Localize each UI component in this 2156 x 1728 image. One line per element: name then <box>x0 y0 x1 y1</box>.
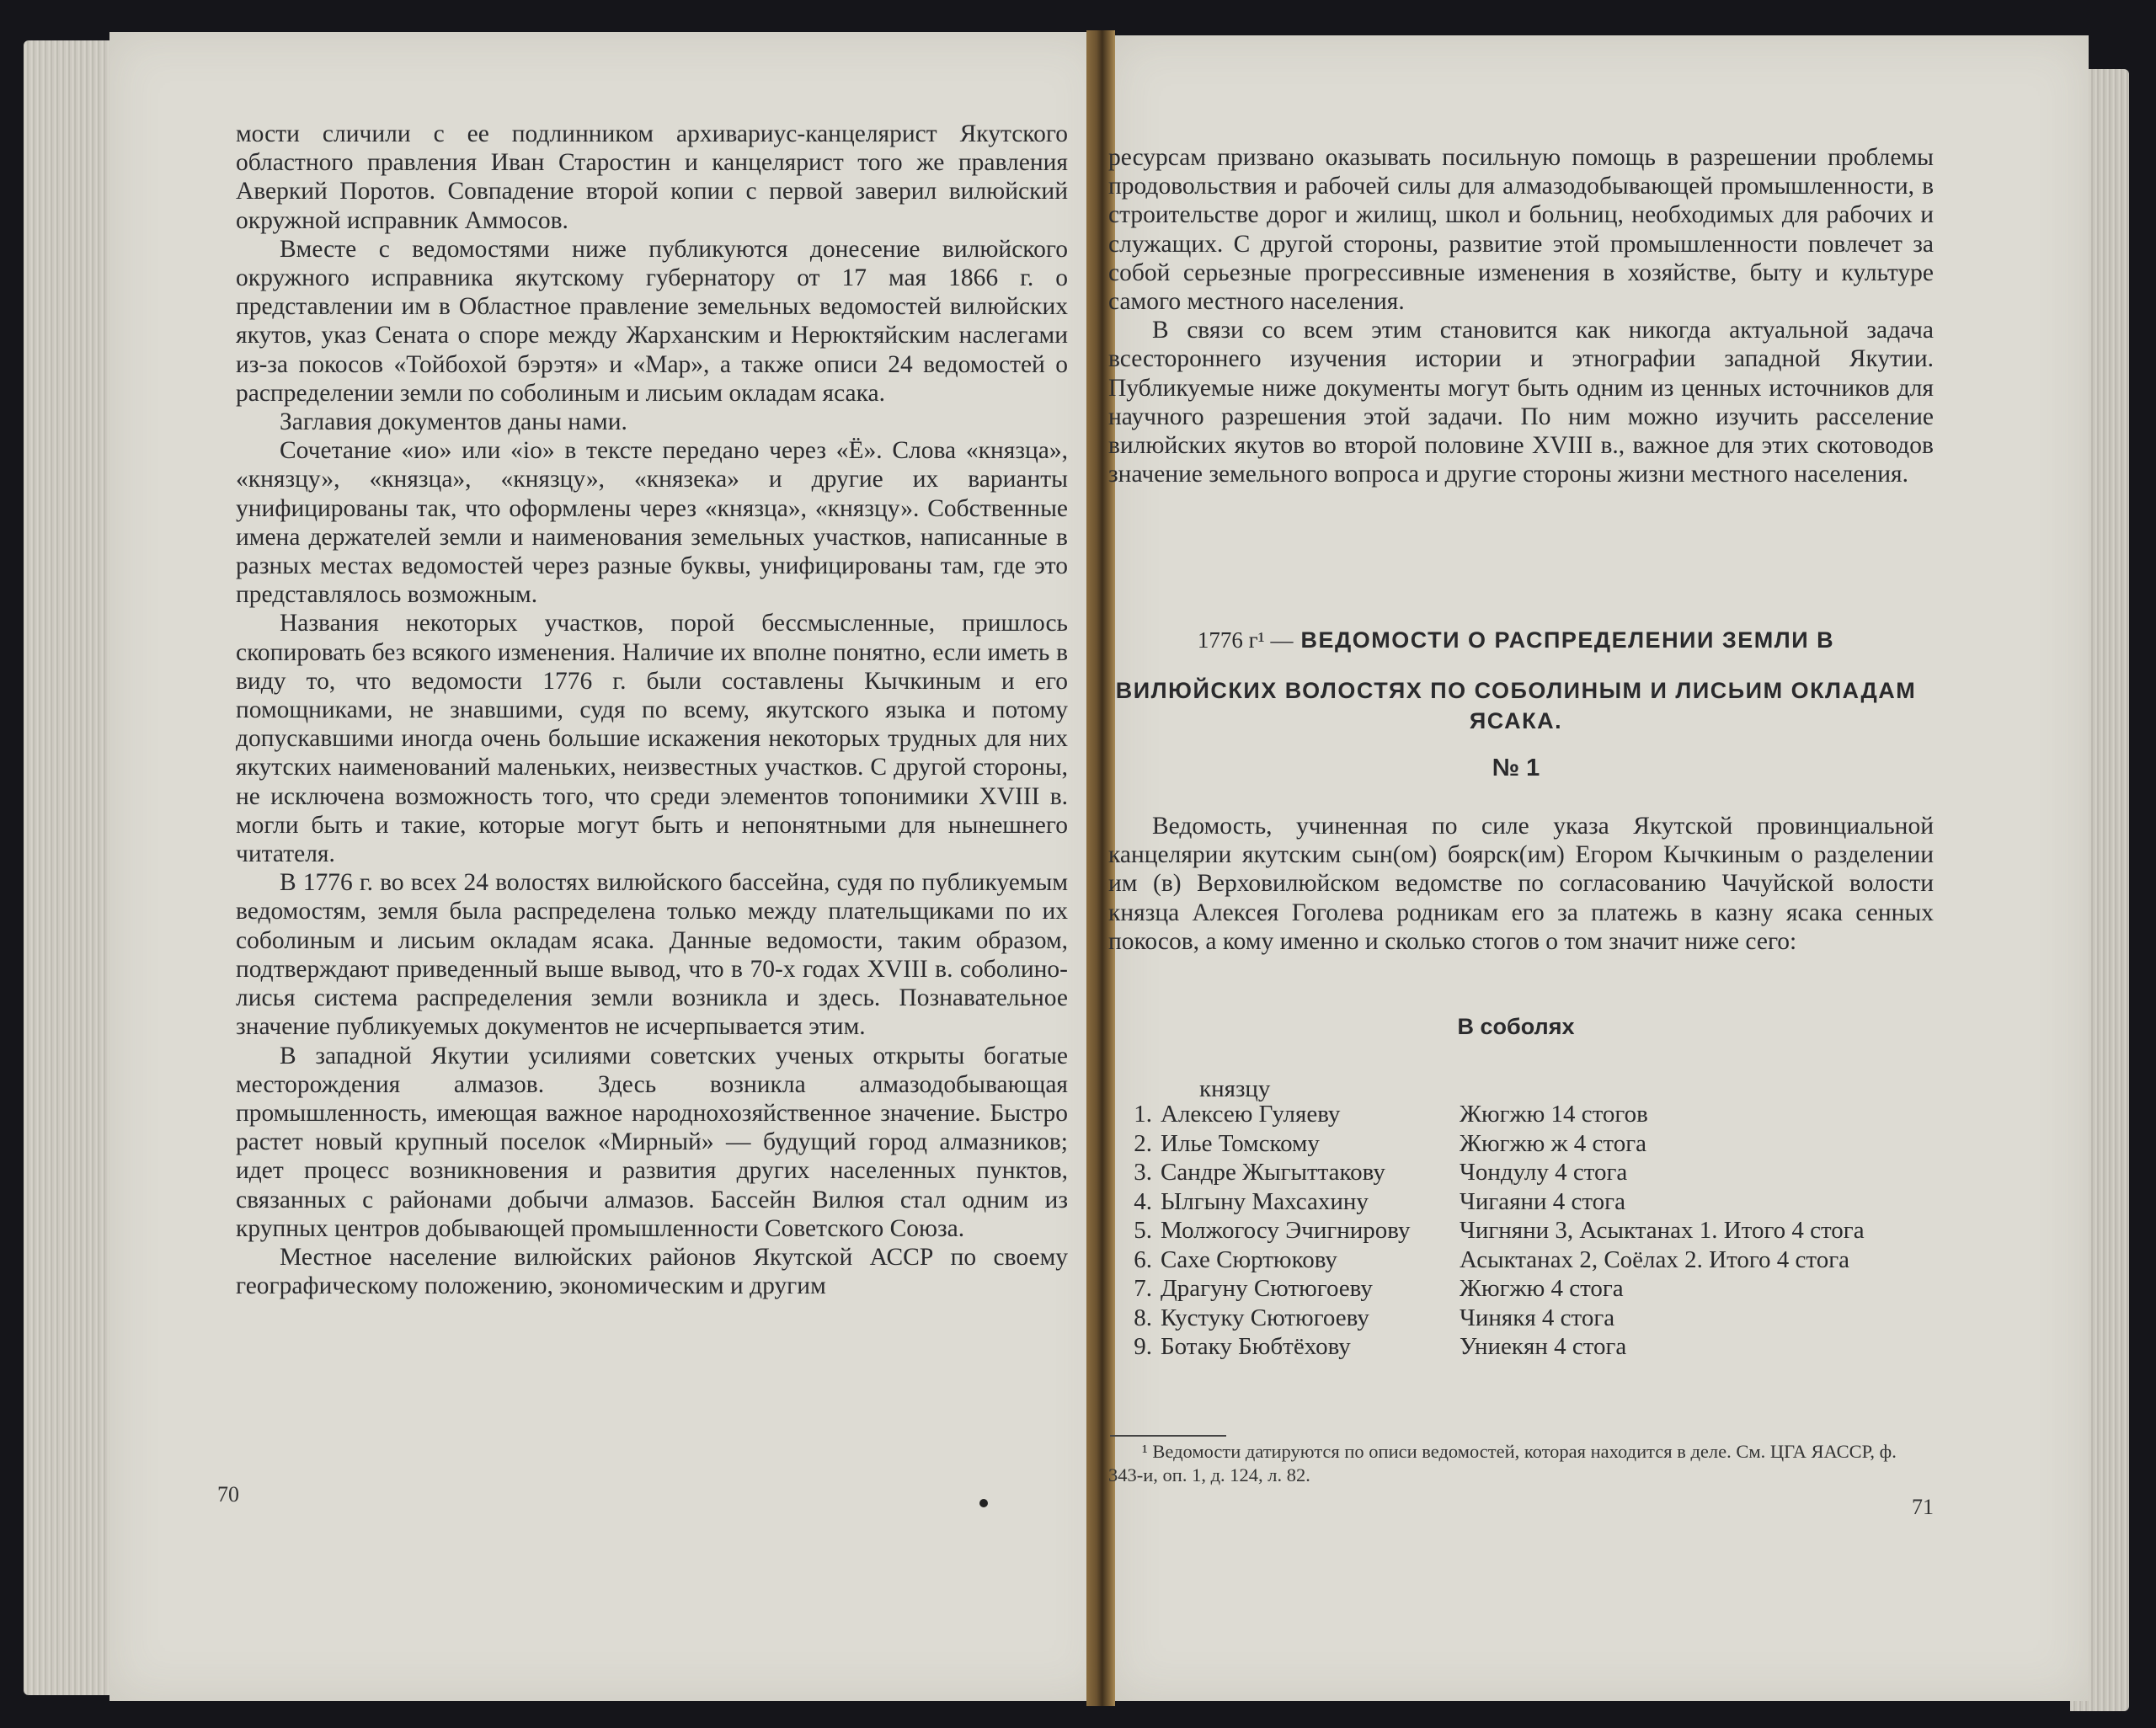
paragraph: Местное население вилюйских районов Якутской АССР по своему географическому положению, экономическим и другим <box>236 1243 1068 1300</box>
entry-number: 3. <box>1134 1159 1152 1186</box>
document-heading-line-1 <box>1112 615 1920 665</box>
paragraph: В связи со всем этим становится как никогда актуальной задача всестороннего изучения истории и этнографии западной Якутии. Публикуемые ниже документы могут быть одним из ценных источников для научного разрешения этой задачи. По ним можно изучить расселение вилюйских якутов во второй половине XVIII в., важное для этих скотоводов значение земельного вопроса и другие стороны жизни местного населения. <box>1108 317 1934 488</box>
entry-name: Сахе Сюртюкову <box>1161 1245 1337 1273</box>
heading-year: 1776 г¹ — <box>1197 627 1294 653</box>
paragraph: ресурсам призвано оказывать посильную помощь в разрешении проблемы продовольствия и рабочей силы для алмазодобывающей промышленности, в строительстве дорог и жилищ, школ и больниц, необходимых для рабочих и служащих. С другой стороны, развитие этой промышленности повлечет за собой серьезные прогрессивные изменения в хозяйстве, быту и культуре самого местного населения. <box>1108 144 1934 316</box>
entry-name: Драгуну Сютюгоеву <box>1161 1275 1373 1302</box>
entry-name: Илье Томскому <box>1161 1129 1320 1157</box>
list-item <box>1120 1158 1937 1187</box>
page-number-left: 70 <box>217 1482 239 1507</box>
page-edges-left <box>24 40 116 1695</box>
document-heading-line-3: ЯСАКА. <box>1469 708 1563 733</box>
entry-value: Жюгжю 14 стогов <box>1460 1101 1648 1128</box>
entry-number: 9. <box>1134 1333 1152 1360</box>
list-item <box>1120 1304 1937 1333</box>
list-item <box>1120 1332 1937 1362</box>
document-number: № 1 <box>1492 755 1540 781</box>
paragraph: Вместе с ведомостями ниже публикуются донесение вилюйского окружного исправника якутскому губернатору от 17 мая 1866 г. о представлении им в Областное правление земельных ведомостей вилюйских якутов, указ Сената о споре между Жарханским и Нерюктяйским наслегами из-за покосов «Тойбохой бэрэтя» и «Мар», а также описи 24 ведомостей о распределении земли по соболиным и лисьим окладам ясака. <box>236 235 1068 407</box>
entry-number: 4. <box>1134 1187 1152 1215</box>
entry-value: Чинякя 4 стога <box>1460 1304 1615 1331</box>
entry-number: 8. <box>1134 1304 1152 1331</box>
entry-value: Жюгжю 4 стога <box>1460 1275 1624 1302</box>
paragraph: Заглавия документов даны нами. <box>280 408 627 436</box>
entry-value: Асыктанах 2, Соёлах 2. Итого 4 стога <box>1460 1245 1849 1273</box>
subheading: В соболях <box>1457 1014 1575 1039</box>
entry-value: Жюгжю ж 4 стога <box>1460 1129 1646 1157</box>
paragraph: В 1776 г. во всех 24 волостях вилюйского бассейна, судя по публикуемым ведомостям, земля была распределена только между плательщиками по их соболиным и лисьим окладам ясака. Данные ведомости, таким образом, подтверждают приведенный выше вывод, что в 70-х годах XVIII в. соболино-лисья система распределения земли возникла и здесь. Познавательное значение публикуемых документов не исчерпывается этим. <box>236 869 1068 1041</box>
entry-name: Кустуку Сютюгоеву <box>1161 1304 1369 1331</box>
paragraph: Сочетание «ио» или «io» в тексте передано через «Ё». Слова «князца», «князцу», «князца», «князцу», «князека» и другие их варианты унифицированы так, что оформлены через «князца», «князцу». Собственные имена держателей земли и наименования земельных участков, написанные в разных местах ведомостей через разные буквы, унифицированы там, где это представлялось возможным. <box>236 437 1068 609</box>
entry-value: Чондулу 4 стога <box>1460 1159 1628 1186</box>
right-page-body <box>1108 143 1934 488</box>
footnote-text: ¹ Ведомости датируются по описи ведомостей, которая находится в деле. См. ЦГА ЯАССР, ф. 343-и, оп. 1, д. 124, л. 82. <box>1108 1441 1897 1485</box>
entry-number: 1. <box>1134 1101 1152 1128</box>
entry-name: Сандре Жыгыттакову <box>1161 1159 1385 1186</box>
entry-number: 7. <box>1134 1275 1152 1302</box>
left-page-body <box>236 120 1068 1300</box>
ink-dot <box>979 1499 988 1507</box>
entry-name: Алексею Гуляеву <box>1161 1101 1341 1128</box>
entry-name: Ботаку Бюбтёхову <box>1161 1333 1351 1360</box>
footnote-rule <box>1110 1435 1226 1437</box>
entry-number: 2. <box>1134 1129 1152 1157</box>
entry-value: Униекян 4 стога <box>1460 1333 1627 1360</box>
list-item <box>1120 1129 1937 1159</box>
entry-name: Ылгыну Махсахину <box>1161 1187 1369 1215</box>
list-item <box>1120 1187 1937 1217</box>
list-item <box>1120 1245 1937 1275</box>
entry-number: 6. <box>1134 1245 1152 1273</box>
document-intro <box>1108 812 1934 956</box>
entry-value: Чигаяни 4 стога <box>1460 1187 1625 1215</box>
document-heading-line-2: ВИЛЮЙСКИХ ВОЛОСТЯХ ПО СОБОЛИНЫМ И ЛИСЬИМ ОКЛАДАМ <box>1115 678 1917 703</box>
paragraph: Ведомость, учиненная по силе указа Якутской провинциальной канцелярии якутским сын(ом) боярск(им) Егором Кычкиным о разделении им (в) Верховилюйском ведомстве по согласованию Чачуйской волости князца Алексея Гоголева родникам его за платежь в казну ясака сенных покосов, а кому именно и сколько стогов о том значит ниже сего: <box>1108 813 1934 955</box>
list-item <box>1120 1274 1937 1304</box>
footnote <box>1108 1440 1900 1487</box>
role-label: князцу <box>1199 1075 1271 1102</box>
list-item <box>1120 1100 1937 1129</box>
entry-name: Молжогосу Эчигнирову <box>1161 1217 1411 1244</box>
entry-value: Чигняни 3, Асыктанах 1. Итого 4 стога <box>1460 1217 1865 1244</box>
entries-list <box>1120 1100 1937 1362</box>
entry-number: 5. <box>1134 1217 1152 1244</box>
paragraph: мости сличили с ее подлинником архивариус-канцелярист Якутского областного правления Иван Старостин и канцелярист того же правления Аверкий Поротов. Совпадение второй копии с первой заверил вилюйский окружной исправник Аммосов. <box>236 120 1068 234</box>
list-item <box>1120 1216 1937 1245</box>
page-number-right: 71 <box>1912 1495 1934 1519</box>
paragraph: Названия некоторых участков, порой бессмысленные, пришлось скопировать без всякого изменения. Наличие их вполне понятно, если иметь в виду то, что ведомости 1776 г. были составлены Кычкиным и его помощниками, не знавшими, судя по всему, якутского языка и потому допускавшими иногда очень большие искажения некоторых трудных для них якутских наименований маленьких, неизвестных участков. С другой стороны, не исключена возможность того, что среди элементов топонимики XVIII в. могли быть и такие, которые могут быть и непонятными для нынешнего читателя. <box>236 610 1068 868</box>
paragraph: В западной Якутии усилиями советских ученых открыты богатые месторождения алмазов. Здесь возникла алмазодобывающая промышленность, имеющая важное народнохозяйственное значение. Быстро растет новый крупный поселок «Мирный» — будущий город алмазников; идет процесс возникновения и развития других населенных пунктов, связанных с районами добычи алмазов. Бассейн Вилюя стал одним из крупных центров добывающей промышленности Советского Союза. <box>236 1042 1068 1242</box>
heading-text: ВЕДОМОСТИ О РАСПРЕДЕЛЕНИИ ЗЕМЛИ В <box>1300 627 1835 653</box>
